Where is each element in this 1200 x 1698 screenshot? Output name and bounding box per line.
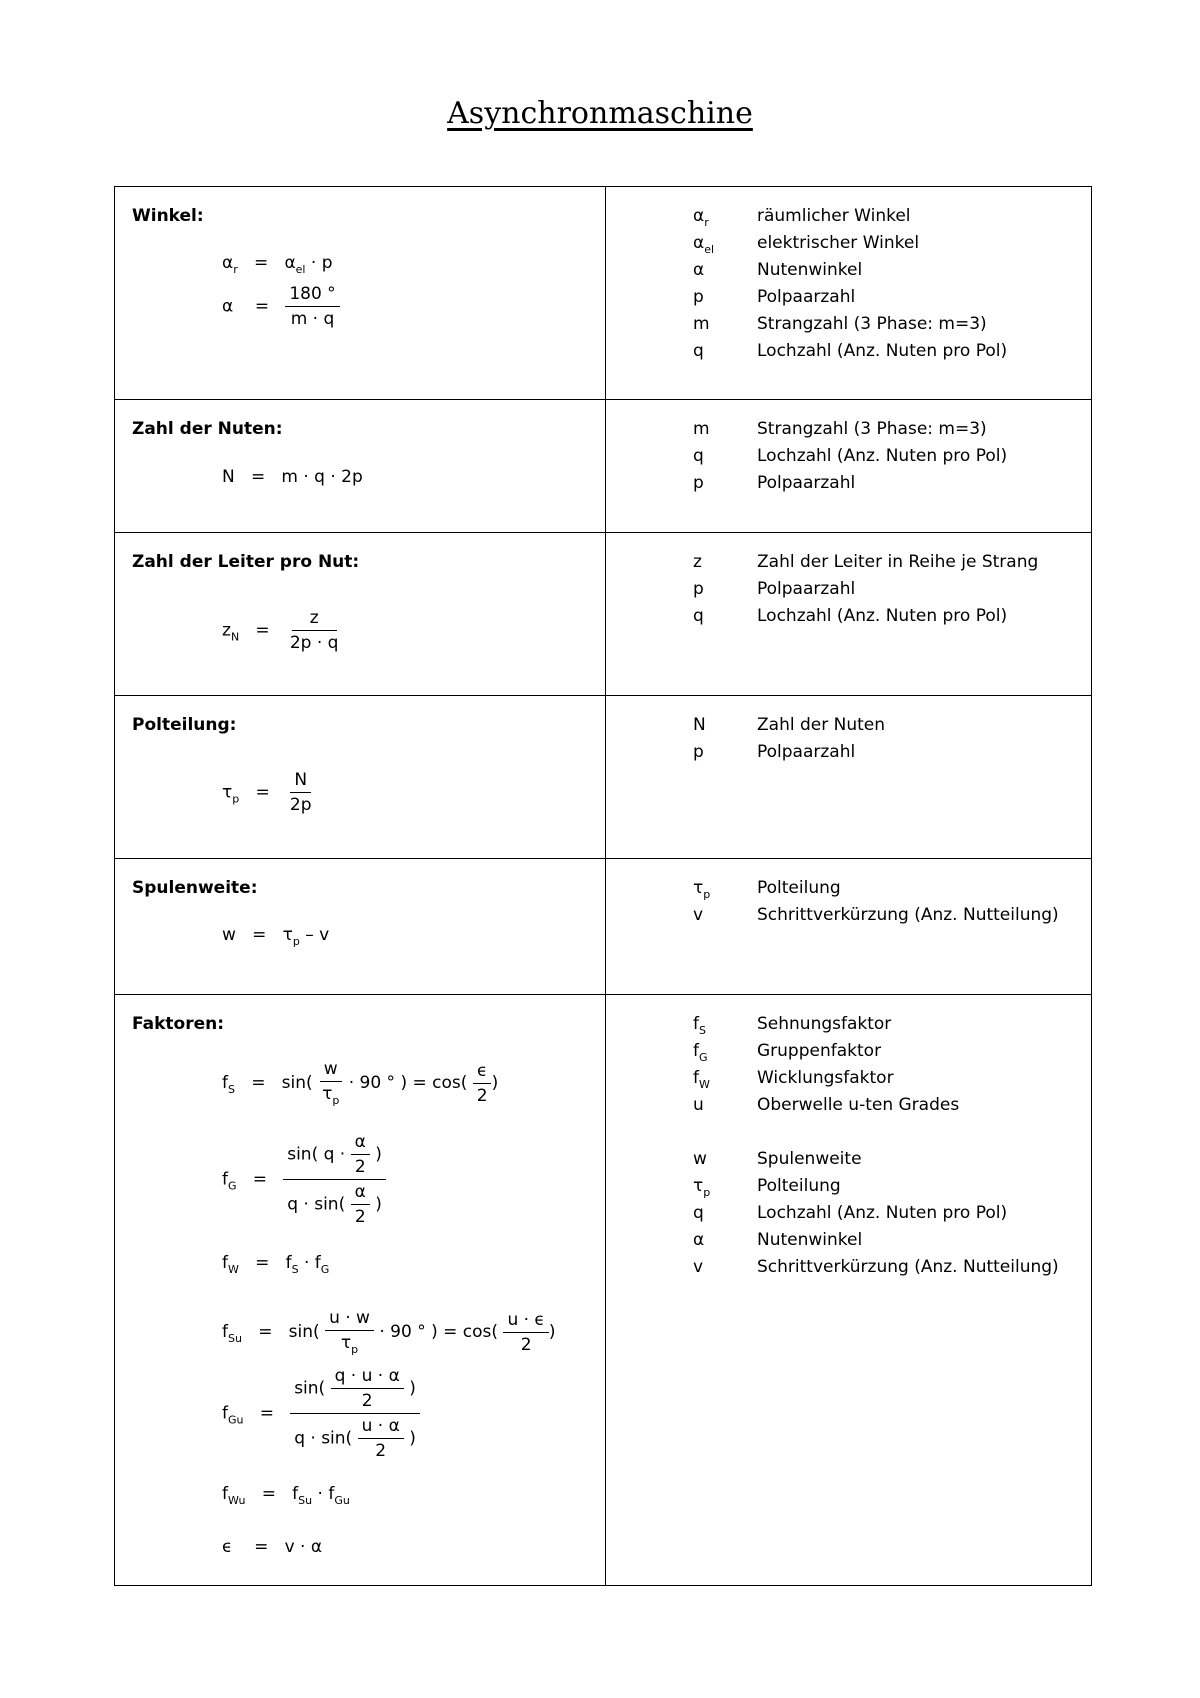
formula-fsu: $f_{Su}$ = sin( $\frac{u \cdot w}{\tau_p}$ · 90 ° ) = cos( $\frac{u \cdot \epsilon}{2}$ ) (222, 1308, 556, 1356)
section-heading-spulenweite: Spulenweite: (132, 878, 258, 898)
section-heading-faktoren: Faktoren: (132, 1014, 225, 1034)
legend-definition: Oberwelle u-ten Grades (757, 1095, 960, 1115)
legend-definition: Polpaarzahl (757, 287, 856, 307)
legend-definition: Strangzahl (3 Phase: m=3) (757, 314, 987, 334)
legend-definition: Lochzahl (Anz. Nuten pro Pol) (757, 341, 1008, 361)
formula-table (114, 186, 1092, 1586)
legend-symbol: m (693, 314, 710, 334)
section-heading-winkel: Winkel: (132, 206, 204, 226)
formula-alpha: α = $\frac{180 ^\circ}{m \cdot q}$ (222, 284, 340, 329)
formula-fg: $f_G$ = sin( q · $\frac{\alpha}{2}$ ) q · sin( $\frac{\alpha}{2}$ ) (222, 1132, 386, 1227)
legend-symbol: p (693, 742, 704, 762)
legend-definition: Lochzahl (Anz. Nuten pro Pol) (757, 1203, 1008, 1223)
legend-definition: Zahl der Leiter in Reihe je Strang (757, 552, 1039, 572)
legend-definition: Lochzahl (Anz. Nuten pro Pol) (757, 606, 1008, 626)
section-heading-zahl-der-nuten: Zahl der Nuten: (132, 419, 283, 439)
section-heading-polteilung: Polteilung: (132, 715, 237, 735)
legend-definition: Nutenwinkel (757, 1230, 863, 1250)
legend-symbol: $\tau_p$ (693, 878, 711, 901)
formula-alpha-r: $\alpha_r$ = $\alpha_{el} \cdot p$ (222, 253, 333, 276)
legend-symbol: $\alpha_{el}$ (693, 233, 715, 256)
legend-symbol: u (693, 1095, 704, 1115)
legend-definition: Strangzahl (3 Phase: m=3) (757, 419, 987, 439)
legend-symbol: p (693, 579, 704, 599)
legend-definition: Wicklungsfaktor (757, 1068, 894, 1088)
formula-leiter-pro-nut: $z_N$ = $\frac{z}{2p \cdot q}$ (222, 608, 339, 653)
legend-definition: Lochzahl (Anz. Nuten pro Pol) (757, 446, 1008, 466)
legend-symbol: $f_W$ (693, 1068, 710, 1091)
formula-fwu: $f_{Wu}$ = $f_{Su} \cdot f_{Gu}$ (222, 1484, 350, 1507)
legend-symbol: q (693, 606, 704, 626)
formula-fs: $f_S$ = sin( $\frac{w}{\tau_p}$ · 90 ° ) = cos( $\frac{\epsilon}{2}$ ) (222, 1059, 499, 1107)
legend-symbol: q (693, 341, 704, 361)
legend-definition: Polpaarzahl (757, 579, 856, 599)
legend-definition: Nutenwinkel (757, 260, 863, 280)
legend-definition: Zahl der Nuten (757, 715, 885, 735)
legend-symbol: N (693, 715, 706, 735)
legend-symbol: v (693, 905, 704, 925)
legend-symbol: p (693, 473, 704, 493)
formula-epsilon: ϵ = v · α (222, 1537, 323, 1557)
legend-definition: elektrischer Winkel (757, 233, 920, 253)
legend-definition: Polteilung (757, 878, 841, 898)
legend-symbol: m (693, 419, 710, 439)
section-heading-leiter-pro-nut: Zahl der Leiter pro Nut: (132, 552, 360, 572)
legend-definition: Polpaarzahl (757, 742, 856, 762)
legend-definition: räumlicher Winkel (757, 206, 911, 226)
formula-fw: $f_W$ = $f_S \cdot f_G$ (222, 1253, 330, 1276)
legend-symbol: v (693, 1257, 704, 1277)
legend-symbol: α (693, 1230, 705, 1250)
page-title: Asynchronmaschine (447, 96, 753, 131)
legend-symbol: $\tau_p$ (693, 1176, 711, 1199)
legend-definition: Spulenweite (757, 1149, 862, 1169)
legend-definition: Polpaarzahl (757, 473, 856, 493)
legend-definition: Gruppenfaktor (757, 1041, 882, 1061)
legend-symbol: q (693, 1203, 704, 1223)
legend-faktoren (605, 187, 1093, 1585)
legend-symbol: w (693, 1149, 707, 1169)
formula-nuten: N = m · q · 2p (222, 467, 363, 487)
legend-symbol: $f_S$ (693, 1014, 706, 1037)
formula-polteilung: $\tau_p$ = $\frac{N}{2p}$ (222, 770, 312, 815)
legend-symbol: $f_G$ (693, 1041, 708, 1064)
formula-spulenweite: w = $\tau_p$ – v (222, 925, 330, 948)
legend-symbol: $\alpha_r$ (693, 206, 709, 229)
formula-fgu: $f_{Gu}$ = sin( $\frac{q \cdot u \cdot \alpha}{2}$ ) q · sin( $\frac{u \cdot \alpha}{2}$ ) (222, 1366, 420, 1461)
legend-definition: Sehnungsfaktor (757, 1014, 892, 1034)
legend-symbol: q (693, 446, 704, 466)
legend-definition: Polteilung (757, 1176, 841, 1196)
legend-definition: Schrittverkürzung (Anz. Nutteilung) (757, 1257, 1059, 1277)
legend-symbol: α (693, 260, 705, 280)
legend-symbol: p (693, 287, 704, 307)
legend-definition: Schrittverkürzung (Anz. Nutteilung) (757, 905, 1059, 925)
legend-symbol: z (693, 552, 702, 572)
